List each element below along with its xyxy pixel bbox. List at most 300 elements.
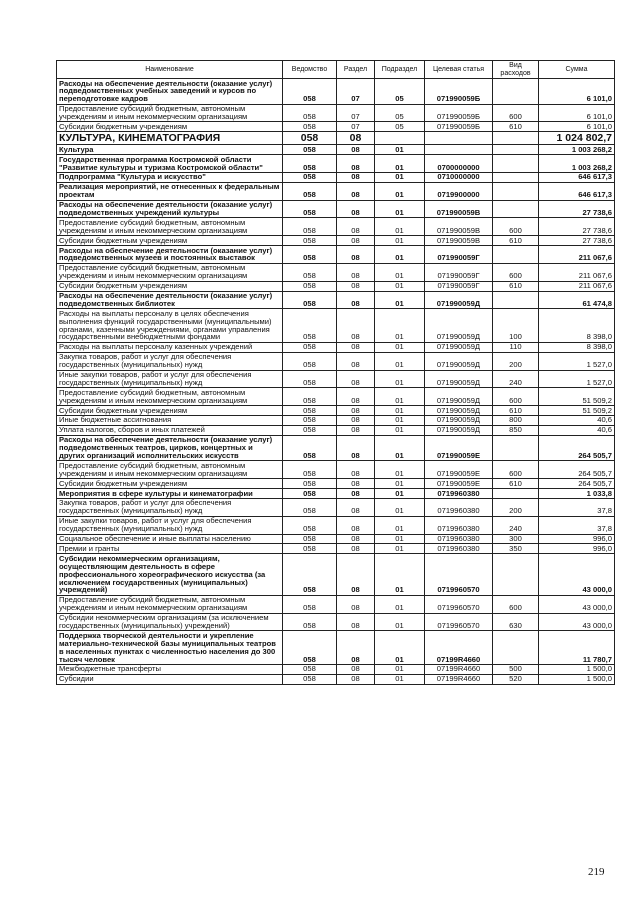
- cell-subsection: 01: [375, 236, 425, 246]
- cell-article: 071990059В: [425, 236, 493, 246]
- cell-expense-type: [493, 489, 539, 499]
- cell-sum: 27 738,6: [539, 236, 615, 246]
- cell-article: 0719960380: [425, 534, 493, 544]
- cell-expense-type: [493, 435, 539, 461]
- cell-article: 0719960570: [425, 613, 493, 631]
- table-row: [57, 415, 615, 425]
- cell-section: 07: [337, 104, 375, 122]
- cell-sum: 6 101,0: [539, 104, 615, 122]
- cell-sum: 1 500,0: [539, 674, 615, 684]
- cell-sum: 1 500,0: [539, 664, 615, 674]
- cell-section: 08: [337, 534, 375, 544]
- cell-name: Иные бюджетные ассигнования: [57, 415, 283, 425]
- cell-section: 08: [337, 352, 375, 370]
- cell-sum: 211 067,6: [539, 281, 615, 291]
- cell-sum: 61 474,8: [539, 291, 615, 309]
- cell-subsection: 01: [375, 498, 425, 516]
- cell-name: Субсидии некоммерческим организациям, осуществляющим деятельность в сфере профессионального хореографического искусства (за исключением государственных (муниципальных) учреждений): [57, 554, 283, 595]
- cell-article: 071990059Г: [425, 263, 493, 281]
- table-row: [57, 370, 615, 388]
- cell-section: 07: [337, 79, 375, 105]
- cell-dept: 058: [283, 664, 337, 674]
- table-row: [57, 352, 615, 370]
- cell-dept: 058: [283, 370, 337, 388]
- cell-subsection: 01: [375, 544, 425, 554]
- cell-subsection: 01: [375, 479, 425, 489]
- table-row: [57, 236, 615, 246]
- cell-name: Расходы на обеспечение деятельности (оказание услуг) подведомственных музеев и постоянных выставок: [57, 246, 283, 264]
- header-sum: Сумма: [539, 61, 615, 79]
- cell-dept: 058: [283, 406, 337, 416]
- cell-name: Субсидии бюджетным учреждениям: [57, 236, 283, 246]
- cell-expense-type: 600: [493, 388, 539, 406]
- cell-section: 08: [337, 664, 375, 674]
- cell-sum: 996,0: [539, 534, 615, 544]
- cell-name: Закупка товаров, работ и услуг для обеспечения государственных (муниципальных) нужд: [57, 352, 283, 370]
- cell-expense-type: 110: [493, 342, 539, 352]
- cell-section: 08: [337, 425, 375, 435]
- cell-section: 08: [337, 309, 375, 343]
- cell-section: 08: [337, 613, 375, 631]
- cell-sum: 11 780,7: [539, 631, 615, 665]
- cell-expense-type: 800: [493, 415, 539, 425]
- cell-name: Иные закупки товаров, работ и услуг для обеспечения государственных (муниципальных) нужд: [57, 370, 283, 388]
- cell-subsection: 01: [375, 352, 425, 370]
- cell-name: Премии и гранты: [57, 544, 283, 554]
- cell-sum: 40,6: [539, 415, 615, 425]
- cell-sum: 51 509,2: [539, 406, 615, 416]
- cell-dept: 058: [283, 674, 337, 684]
- cell-dept: 058: [283, 155, 337, 173]
- cell-expense-type: 200: [493, 498, 539, 516]
- cell-section: 08: [337, 489, 375, 499]
- cell-name: Предоставление субсидий бюджетным, автономным учреждениям и иным некоммерческим организациям: [57, 461, 283, 479]
- cell-dept: 058: [283, 145, 337, 155]
- cell-expense-type: 600: [493, 595, 539, 613]
- table-row: [57, 155, 615, 173]
- page-number: 219: [588, 866, 605, 878]
- cell-name: Субсидии бюджетным учреждениям: [57, 281, 283, 291]
- cell-section: 08: [337, 406, 375, 416]
- cell-name: Иные закупки товаров, работ и услуг для обеспечения государственных (муниципальных) нужд: [57, 516, 283, 534]
- cell-section: 08: [337, 498, 375, 516]
- cell-subsection: 01: [375, 200, 425, 218]
- cell-name: Расходы на обеспечение деятельности (оказание услуг) подведомственных учреждений культуры: [57, 200, 283, 218]
- table-row: [57, 489, 615, 499]
- table-row: [57, 631, 615, 665]
- cell-dept: 058: [283, 595, 337, 613]
- table-row: [57, 613, 615, 631]
- cell-dept: 058: [283, 489, 337, 499]
- cell-expense-type: [493, 631, 539, 665]
- cell-name: Поддержка творческой деятельности и укрепление материально-технической базы муниципальных театров в населенных пунктах с численностью населения до 300 тысяч человек: [57, 631, 283, 665]
- cell-article: 071990059Д: [425, 352, 493, 370]
- cell-name: Предоставление субсидий бюджетным, автономным учреждениям и иным некоммерческим организациям: [57, 595, 283, 613]
- cell-sum: 8 398,0: [539, 342, 615, 352]
- table-row: [57, 291, 615, 309]
- table-row: [57, 79, 615, 105]
- cell-article: 07199R4660: [425, 664, 493, 674]
- cell-sum: 43 000,0: [539, 595, 615, 613]
- cell-section: 08: [337, 674, 375, 684]
- cell-expense-type: 200: [493, 352, 539, 370]
- cell-article: 0700000000: [425, 155, 493, 173]
- cell-expense-type: 850: [493, 425, 539, 435]
- table-row: [57, 534, 615, 544]
- cell-subsection: 01: [375, 155, 425, 173]
- cell-article: 071990059Д: [425, 388, 493, 406]
- cell-subsection: 01: [375, 388, 425, 406]
- table-row: [57, 595, 615, 613]
- cell-subsection: 01: [375, 172, 425, 182]
- cell-sum: 1 527,0: [539, 370, 615, 388]
- cell-dept: 058: [283, 435, 337, 461]
- cell-expense-type: 100: [493, 309, 539, 343]
- cell-section: 08: [337, 461, 375, 479]
- cell-dept: 058: [283, 388, 337, 406]
- cell-subsection: 01: [375, 281, 425, 291]
- cell-name: Расходы на обеспечение деятельности (оказание услуг) подведомственных учебных заведений и курсов по переподготовке кадров: [57, 79, 283, 105]
- cell-sum: 1 024 802,7: [539, 132, 615, 145]
- cell-expense-type: 610: [493, 406, 539, 416]
- cell-dept: 058: [283, 534, 337, 544]
- table-row: [57, 435, 615, 461]
- cell-name: Межбюджетные трансферты: [57, 664, 283, 674]
- cell-article: 0719960380: [425, 489, 493, 499]
- table-row: [57, 674, 615, 684]
- cell-section: 08: [337, 246, 375, 264]
- cell-article: 0710000000: [425, 172, 493, 182]
- cell-article: 071990059Д: [425, 415, 493, 425]
- table-row: [57, 544, 615, 554]
- cell-section: 08: [337, 281, 375, 291]
- cell-dept: 058: [283, 122, 337, 132]
- cell-sum: 996,0: [539, 544, 615, 554]
- cell-subsection: 01: [375, 370, 425, 388]
- cell-expense-type: 500: [493, 664, 539, 674]
- cell-expense-type: [493, 200, 539, 218]
- table-row: [57, 172, 615, 182]
- cell-article: 071990059В: [425, 200, 493, 218]
- cell-article: 071990059Е: [425, 461, 493, 479]
- cell-name: Реализация мероприятий, не отнесенных к федеральным проектам: [57, 182, 283, 200]
- cell-expense-type: 240: [493, 370, 539, 388]
- cell-sum: 264 505,7: [539, 461, 615, 479]
- cell-expense-type: 630: [493, 613, 539, 631]
- cell-section: 08: [337, 388, 375, 406]
- cell-sum: 43 000,0: [539, 554, 615, 595]
- cell-section: 08: [337, 516, 375, 534]
- cell-expense-type: [493, 554, 539, 595]
- cell-subsection: 01: [375, 291, 425, 309]
- cell-expense-type: 600: [493, 218, 539, 236]
- cell-expense-type: [493, 155, 539, 173]
- cell-dept: 058: [283, 246, 337, 264]
- cell-section: 08: [337, 342, 375, 352]
- cell-dept: 058: [283, 498, 337, 516]
- cell-subsection: 05: [375, 79, 425, 105]
- table-row: [57, 425, 615, 435]
- cell-subsection: 01: [375, 554, 425, 595]
- cell-article: 07199R4660: [425, 631, 493, 665]
- cell-subsection: 01: [375, 489, 425, 499]
- table-row: [57, 554, 615, 595]
- cell-subsection: 01: [375, 534, 425, 544]
- cell-sum: 6 101,0: [539, 122, 615, 132]
- cell-subsection: 05: [375, 104, 425, 122]
- table-row: [57, 218, 615, 236]
- cell-article: 071990059Д: [425, 425, 493, 435]
- cell-section: 08: [337, 200, 375, 218]
- cell-dept: 058: [283, 479, 337, 489]
- table-row: [57, 132, 615, 145]
- cell-expense-type: 610: [493, 281, 539, 291]
- cell-article: 0719960380: [425, 516, 493, 534]
- cell-subsection: 01: [375, 595, 425, 613]
- cell-name: Государственная программа Костромской области "Развитие культуры и туризма Костромской области": [57, 155, 283, 173]
- cell-article: 0719960570: [425, 595, 493, 613]
- cell-name: Мероприятия в сфере культуры и кинематографии: [57, 489, 283, 499]
- cell-name: Предоставление субсидий бюджетным, автономным учреждениям и иным некоммерческим организациям: [57, 388, 283, 406]
- cell-article: 071990059Д: [425, 342, 493, 352]
- cell-section: 08: [337, 544, 375, 554]
- cell-section: 08: [337, 263, 375, 281]
- cell-sum: 1 003 268,2: [539, 145, 615, 155]
- cell-expense-type: 610: [493, 479, 539, 489]
- budget-table: [56, 60, 615, 685]
- cell-dept: 058: [283, 79, 337, 105]
- cell-name: Предоставление субсидий бюджетным, автономным учреждениям и иным некоммерческим организациям: [57, 104, 283, 122]
- cell-subsection: 01: [375, 145, 425, 155]
- cell-sum: 264 505,7: [539, 479, 615, 489]
- header-article: Целевая статья: [425, 61, 493, 79]
- header-section: Раздел: [337, 61, 375, 79]
- cell-sum: 646 617,3: [539, 172, 615, 182]
- cell-section: 08: [337, 182, 375, 200]
- table-row: [57, 516, 615, 534]
- cell-subsection: 01: [375, 415, 425, 425]
- cell-section: 08: [337, 145, 375, 155]
- cell-section: 08: [337, 236, 375, 246]
- table-row: [57, 664, 615, 674]
- cell-name: Предоставление субсидий бюджетным, автономным учреждениям и иным некоммерческим организациям: [57, 218, 283, 236]
- table-row: [57, 461, 615, 479]
- cell-section: 08: [337, 631, 375, 665]
- cell-name: Субсидии бюджетным учреждениям: [57, 406, 283, 416]
- cell-subsection: 01: [375, 182, 425, 200]
- cell-section: 08: [337, 435, 375, 461]
- table-row: [57, 263, 615, 281]
- cell-subsection: 01: [375, 425, 425, 435]
- cell-section: 08: [337, 370, 375, 388]
- cell-name: Закупка товаров, работ и услуг для обеспечения государственных (муниципальных) нужд: [57, 498, 283, 516]
- cell-subsection: 01: [375, 664, 425, 674]
- cell-subsection: 01: [375, 246, 425, 264]
- cell-expense-type: [493, 79, 539, 105]
- table-row: [57, 388, 615, 406]
- cell-sum: 264 505,7: [539, 435, 615, 461]
- cell-dept: 058: [283, 263, 337, 281]
- cell-subsection: 01: [375, 218, 425, 236]
- cell-article: 0719900000: [425, 182, 493, 200]
- cell-section: 08: [337, 595, 375, 613]
- cell-article: 0719960570: [425, 554, 493, 595]
- cell-section: 07: [337, 122, 375, 132]
- cell-article: 071990059Д: [425, 309, 493, 343]
- table-row: [57, 479, 615, 489]
- cell-name: Предоставление субсидий бюджетным, автономным учреждениям и иным некоммерческим организациям: [57, 263, 283, 281]
- cell-article: 071990059Е: [425, 479, 493, 489]
- cell-article: [425, 145, 493, 155]
- cell-section: 08: [337, 291, 375, 309]
- cell-sum: 211 067,6: [539, 263, 615, 281]
- cell-sum: 43 000,0: [539, 613, 615, 631]
- cell-dept: 058: [283, 613, 337, 631]
- cell-article: 0719960380: [425, 498, 493, 516]
- cell-subsection: 01: [375, 613, 425, 631]
- cell-name: Культура: [57, 145, 283, 155]
- cell-article: 071990059В: [425, 218, 493, 236]
- cell-sum: 27 738,6: [539, 218, 615, 236]
- cell-dept: 058: [283, 236, 337, 246]
- cell-sum: 646 617,3: [539, 182, 615, 200]
- cell-sum: 1 003 268,2: [539, 155, 615, 173]
- cell-name: Субсидии: [57, 674, 283, 684]
- cell-expense-type: 600: [493, 263, 539, 281]
- cell-dept: 058: [283, 200, 337, 218]
- cell-name: Расходы на обеспечение деятельности (оказание услуг) подведомственных театров, цирков, концертных и других организаций исполнительских искусств: [57, 435, 283, 461]
- cell-name: Субсидии некоммерческим организациям (за исключением государственных (муниципальных) учреждений): [57, 613, 283, 631]
- cell-subsection: 05: [375, 122, 425, 132]
- cell-dept: 058: [283, 218, 337, 236]
- cell-expense-type: [493, 246, 539, 264]
- header-expense-type: Вид расходов: [493, 61, 539, 79]
- cell-sum: 37,8: [539, 516, 615, 534]
- cell-sum: 37,8: [539, 498, 615, 516]
- cell-subsection: 01: [375, 674, 425, 684]
- cell-subsection: 01: [375, 263, 425, 281]
- header-dept: Ведомство: [283, 61, 337, 79]
- cell-sum: 1 527,0: [539, 352, 615, 370]
- cell-article: [425, 132, 493, 145]
- cell-expense-type: 350: [493, 544, 539, 554]
- cell-dept: 058: [283, 182, 337, 200]
- cell-dept: 058: [283, 281, 337, 291]
- cell-subsection: 01: [375, 435, 425, 461]
- cell-subsection: 01: [375, 461, 425, 479]
- cell-section: 08: [337, 554, 375, 595]
- cell-article: 071990059Б: [425, 79, 493, 105]
- cell-section: 08: [337, 415, 375, 425]
- cell-expense-type: 610: [493, 236, 539, 246]
- header-name: Наименование: [57, 61, 283, 79]
- cell-article: 071990059Б: [425, 122, 493, 132]
- table-row: [57, 246, 615, 264]
- cell-dept: 058: [283, 516, 337, 534]
- cell-subsection: 01: [375, 406, 425, 416]
- cell-dept: 058: [283, 461, 337, 479]
- cell-name: Расходы на обеспечение деятельности (оказание услуг) подведомственных библиотек: [57, 291, 283, 309]
- cell-name: Уплата налогов, сборов и иных платежей: [57, 425, 283, 435]
- cell-article: 071990059Г: [425, 281, 493, 291]
- cell-expense-type: 300: [493, 534, 539, 544]
- cell-sum: 40,6: [539, 425, 615, 435]
- cell-expense-type: [493, 291, 539, 309]
- cell-dept: 058: [283, 415, 337, 425]
- cell-dept: 058: [283, 425, 337, 435]
- cell-subsection: 01: [375, 342, 425, 352]
- table-row: [57, 406, 615, 416]
- cell-dept: 058: [283, 172, 337, 182]
- table-row: [57, 281, 615, 291]
- cell-dept: 058: [283, 132, 337, 145]
- cell-article: 07199R4660: [425, 674, 493, 684]
- cell-name: Расходы на выплаты персоналу казенных учреждений: [57, 342, 283, 352]
- cell-name: Субсидии бюджетным учреждениям: [57, 122, 283, 132]
- cell-article: 071990059Д: [425, 406, 493, 416]
- table-row: [57, 182, 615, 200]
- cell-sum: 8 398,0: [539, 309, 615, 343]
- cell-expense-type: [493, 182, 539, 200]
- cell-name: Подпрограмма "Культура и искусство": [57, 172, 283, 182]
- table-row: [57, 498, 615, 516]
- cell-dept: 058: [283, 554, 337, 595]
- cell-subsection: 01: [375, 516, 425, 534]
- cell-sum: 211 067,6: [539, 246, 615, 264]
- cell-article: 071990059Г: [425, 246, 493, 264]
- cell-dept: 058: [283, 309, 337, 343]
- cell-section: 08: [337, 132, 375, 145]
- header-subsection: Подраздел: [375, 61, 425, 79]
- cell-section: 08: [337, 479, 375, 489]
- cell-dept: 058: [283, 631, 337, 665]
- cell-article: 071990059Д: [425, 291, 493, 309]
- table-header-row: [57, 61, 615, 79]
- table-row: [57, 122, 615, 132]
- cell-article: 071990059Е: [425, 435, 493, 461]
- cell-section: 08: [337, 218, 375, 236]
- cell-dept: 058: [283, 342, 337, 352]
- cell-name: Расходы на выплаты персоналу в целях обеспечения выполнения функций государственными (муниципальными) органами, казенными учреждениями, органами управления государственными внебюджетными фондами: [57, 309, 283, 343]
- table-row: [57, 200, 615, 218]
- cell-expense-type: 600: [493, 104, 539, 122]
- table-body: [57, 79, 615, 685]
- cell-article: 0719960380: [425, 544, 493, 554]
- table-row: [57, 104, 615, 122]
- cell-expense-type: 520: [493, 674, 539, 684]
- cell-dept: 058: [283, 352, 337, 370]
- cell-section: 08: [337, 155, 375, 173]
- cell-name: Субсидии бюджетным учреждениям: [57, 479, 283, 489]
- cell-subsection: 01: [375, 631, 425, 665]
- cell-sum: 51 509,2: [539, 388, 615, 406]
- cell-subsection: 01: [375, 309, 425, 343]
- cell-dept: 058: [283, 544, 337, 554]
- cell-expense-type: 240: [493, 516, 539, 534]
- cell-expense-type: 600: [493, 461, 539, 479]
- cell-expense-type: 610: [493, 122, 539, 132]
- table-row: [57, 309, 615, 343]
- cell-dept: 058: [283, 291, 337, 309]
- cell-dept: 058: [283, 104, 337, 122]
- table-row: [57, 145, 615, 155]
- cell-expense-type: [493, 132, 539, 145]
- cell-sum: 27 738,6: [539, 200, 615, 218]
- cell-sum: 1 033,8: [539, 489, 615, 499]
- cell-expense-type: [493, 172, 539, 182]
- cell-section: 08: [337, 172, 375, 182]
- cell-expense-type: [493, 145, 539, 155]
